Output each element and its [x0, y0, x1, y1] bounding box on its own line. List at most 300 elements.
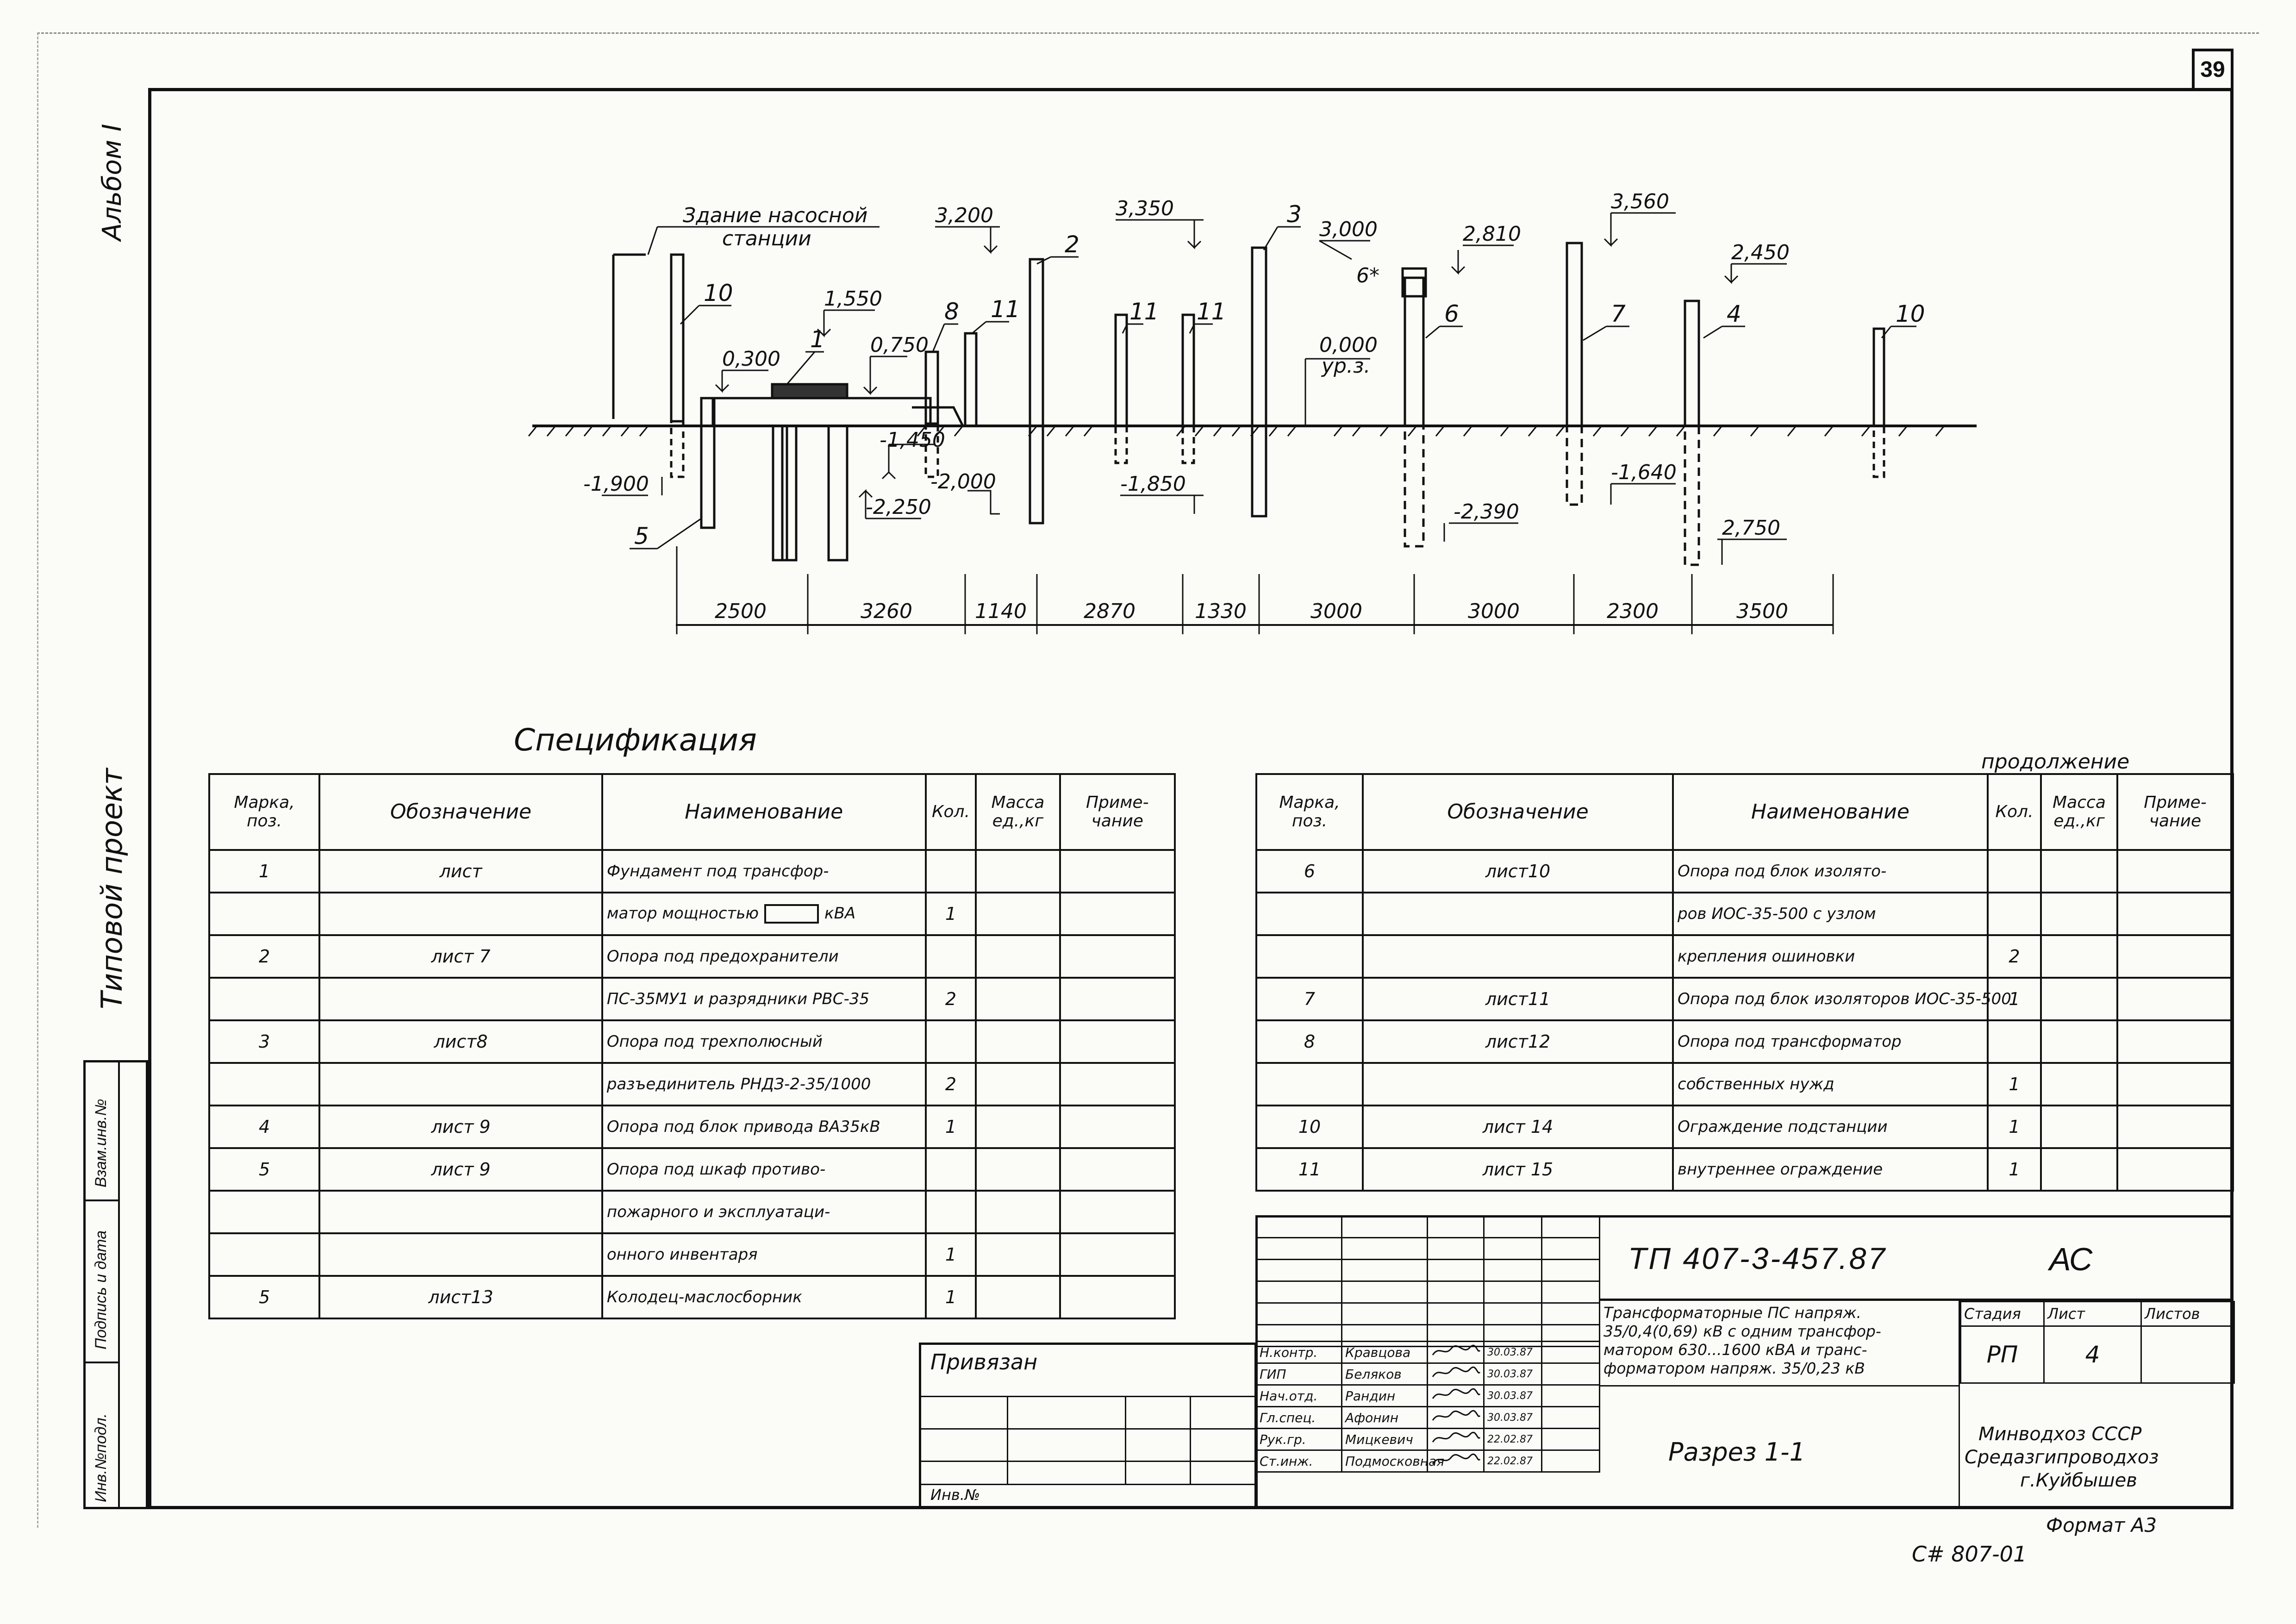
spec-left-qty: 1 — [926, 893, 976, 935]
staff-extra — [1542, 1363, 1600, 1385]
organisation-cell — [1960, 1387, 2234, 1509]
spec-left-qty: 2 — [926, 1063, 976, 1106]
staff-extra — [1542, 1342, 1600, 1363]
staff-role: Н.контр. — [1256, 1342, 1342, 1363]
spec-right-name — [1673, 1063, 1988, 1106]
spec-left-code: лист 9 — [319, 1148, 602, 1191]
inv-original-label: Инв.№подл. — [92, 1413, 110, 1502]
marker-6-star: 6* — [1356, 264, 1379, 287]
revision-row — [1256, 1238, 1600, 1260]
callout-8: 8 — [944, 298, 959, 325]
spec-left-pos — [209, 1191, 319, 1233]
header-note: Приме- чание — [1060, 774, 1175, 850]
spec-left-name — [602, 1106, 926, 1148]
spec-right-name-text: собственных нужд — [1678, 1075, 1834, 1093]
spec-header-row — [209, 774, 1175, 850]
span-2300: 2300 — [1607, 600, 1659, 623]
spec-right-qty — [1988, 1020, 2041, 1063]
sheets-label: Листов — [2141, 1302, 2234, 1326]
staff-row — [1256, 1429, 1600, 1450]
header-code-right: Обозначение — [1363, 774, 1673, 850]
spec-left-row — [209, 1063, 1175, 1106]
spec-right-pos: 8 — [1256, 1020, 1363, 1063]
spec-left-mass — [976, 850, 1060, 893]
spec-left-pos — [209, 978, 319, 1020]
spec-left-mass — [976, 978, 1060, 1020]
staff-name: Рандин — [1342, 1385, 1428, 1407]
header-name: Наименование — [602, 774, 926, 850]
staff-signature — [1428, 1407, 1484, 1429]
spec-left-code — [319, 1063, 602, 1106]
album-label: Альбом I — [97, 124, 127, 241]
staff-date: 30.03.87 — [1484, 1407, 1542, 1429]
spec-right-name-text: Опора под трансформатор — [1678, 1032, 1902, 1051]
spec-left-note — [1060, 1063, 1175, 1106]
revision-cell — [1428, 1216, 1484, 1238]
span-3000-b: 3000 — [1468, 600, 1520, 623]
span-3000-a: 3000 — [1310, 600, 1362, 623]
stage-label: Стадия — [1961, 1302, 2044, 1326]
revision-cell — [1342, 1238, 1428, 1260]
spec-right-name-text: Ограждение подстанции — [1678, 1118, 1888, 1136]
staff-signature — [1428, 1429, 1484, 1450]
callout-10-left: 10 — [704, 280, 733, 306]
spec-left-qty: 1 — [926, 1106, 976, 1148]
staff-row — [1256, 1407, 1600, 1429]
spec-right-mass — [2041, 1063, 2117, 1106]
revision-cell — [1428, 1281, 1484, 1303]
org-line-3: г.Куйбышев — [2020, 1470, 2137, 1491]
spec-right-mass — [2041, 893, 2117, 935]
callout-10-right: 10 — [1896, 300, 1925, 327]
spec-right-code — [1363, 935, 1673, 978]
staff-role: ГИП — [1256, 1363, 1342, 1385]
spec-left-note — [1060, 1276, 1175, 1318]
elev-3560: 3,560 — [1611, 190, 1669, 213]
spec-right-pos: 11 — [1256, 1148, 1363, 1191]
spec-right-pos — [1256, 935, 1363, 978]
staff-signature — [1428, 1342, 1484, 1363]
spec-left-note — [1060, 935, 1175, 978]
spec-left-note — [1060, 893, 1175, 935]
spec-right-name — [1673, 935, 1988, 978]
elev-neg1450: -1,450 — [880, 428, 945, 452]
revision-cell — [1342, 1260, 1428, 1281]
spec-right-name — [1673, 978, 2011, 1020]
inv-label: Инв.№ — [930, 1486, 980, 1504]
spec-right-note — [2117, 893, 2233, 935]
building-label-1: Здание насосной — [683, 204, 868, 227]
section-drawing — [0, 0, 2296, 671]
spec-right-qty: 2 — [1988, 935, 2041, 978]
spec-left-name-text: ПС-35МУ1 и разрядники РВС-35 — [606, 990, 870, 1008]
revision-cell — [1484, 1260, 1542, 1281]
staff-role: Гл.спец. — [1256, 1407, 1342, 1429]
spec-left-qty — [926, 1148, 976, 1191]
staff-role: Рук.гр. — [1256, 1429, 1342, 1450]
spec-right-name — [1673, 1020, 1988, 1063]
level-zero-sub: ур.з. — [1322, 354, 1371, 378]
spec-right-note — [2117, 850, 2233, 893]
elev-neg2250: -2,250 — [866, 495, 931, 519]
spec-left-name-text: Опора под предохранители — [606, 947, 839, 966]
callout-3: 3 — [1287, 201, 1302, 228]
sheet-value: 4 — [2044, 1326, 2141, 1383]
revision-cell — [1428, 1238, 1484, 1260]
spec-right-pos: 10 — [1256, 1106, 1363, 1148]
span-3500: 3500 — [1736, 600, 1788, 623]
spec-left-code: лист8 — [319, 1020, 602, 1063]
spec-left-mass — [976, 1106, 1060, 1148]
spec-header-row-right — [1256, 774, 2233, 850]
designation-cell — [1599, 1215, 2234, 1301]
spec-right-note — [2117, 1063, 2233, 1106]
header-note-right: Приме- чание — [2117, 774, 2233, 850]
sheet-title-cell — [1599, 1387, 1960, 1509]
spec-right-code: лист 14 — [1363, 1106, 1673, 1148]
spec-right-row — [1256, 935, 2233, 978]
spec-right-qty — [1988, 850, 2041, 893]
revision-row — [1256, 1303, 1600, 1325]
revision-row — [1256, 1260, 1600, 1281]
spec-left-mass — [976, 1148, 1060, 1191]
spec-left-qty — [926, 935, 976, 978]
spec-left-row — [209, 1106, 1175, 1148]
staff-signature — [1428, 1363, 1484, 1385]
elev-neg1640: -1,640 — [1611, 461, 1677, 484]
replace-inv-label: Взам.инв.№ — [92, 1099, 110, 1187]
spec-left-mass — [976, 1063, 1060, 1106]
span-1330: 1330 — [1195, 600, 1247, 623]
staff-extra — [1542, 1429, 1600, 1450]
spec-right-note — [2117, 1020, 2233, 1063]
spec-left-name-text: Колодец-маслосборник — [606, 1288, 802, 1306]
revision-cell — [1256, 1260, 1342, 1281]
revision-grid — [1255, 1215, 1600, 1347]
stage-value: РП — [1961, 1326, 2044, 1383]
sheets-value — [2141, 1326, 2234, 1383]
spec-left-pos: 4 — [209, 1106, 319, 1148]
spec-right-mass — [2041, 978, 2117, 1020]
spec-right-name-text: Опора под блок изолято- — [1678, 862, 1887, 881]
elev-2450: 2,450 — [1731, 241, 1790, 264]
spec-right-name — [1673, 850, 1988, 893]
spec-left-qty — [926, 1191, 976, 1233]
staff-row — [1256, 1363, 1600, 1385]
spec-right-row — [1256, 893, 2233, 935]
spec-left-note — [1060, 1020, 1175, 1063]
staff-signature — [1428, 1450, 1484, 1472]
spec-left-qty: 2 — [926, 978, 976, 1020]
signature-scribble-icon — [1431, 1452, 1482, 1468]
spec-left-pos: 5 — [209, 1148, 319, 1191]
header-code: Обозначение — [319, 774, 602, 850]
spec-right-code: лист12 — [1363, 1020, 1673, 1063]
spec-right-name — [1673, 893, 1988, 935]
spec-right-row — [1256, 1020, 2233, 1063]
spec-right-name-text: крепления ошиновки — [1678, 947, 1855, 966]
signature-scribble-icon — [1431, 1387, 1482, 1402]
span-2500: 2500 — [715, 600, 767, 623]
spec-left-code: лист — [319, 850, 602, 893]
revision-cell — [1256, 1281, 1342, 1303]
spec-left-mass — [976, 1191, 1060, 1233]
elev-2750: 2,750 — [1722, 516, 1780, 540]
header-qty-right: Кол. — [1988, 774, 2041, 850]
spec-right-note — [2117, 935, 2233, 978]
spec-left-mass — [976, 893, 1060, 935]
staff-extra — [1542, 1407, 1600, 1429]
header-mass-right: Масса ед.,кг — [2041, 774, 2117, 850]
spec-left-code: лист 7 — [319, 935, 602, 978]
sheet-title: Разрез 1-1 — [1668, 1437, 1805, 1467]
signature-scribble-icon — [1431, 1365, 1482, 1380]
span-3260: 3260 — [861, 600, 912, 623]
header-name-right: Наименование — [1673, 774, 1988, 850]
elev-3000: 3,000 — [1319, 218, 1378, 241]
building-label-2: станции — [722, 227, 811, 250]
tied-box — [919, 1343, 1257, 1509]
spec-left-qty — [926, 1020, 976, 1063]
spec-right-note — [2117, 978, 2233, 1020]
callout-11-a: 11 — [991, 296, 1020, 323]
staff-name: Подмосковная — [1342, 1450, 1428, 1472]
spec-left-note — [1060, 1148, 1175, 1191]
spec-left-name-text: разъединитель РНДЗ-2-35/1000 — [606, 1075, 871, 1093]
staff-role: Ст.инж. — [1256, 1450, 1342, 1472]
spec-left-pos: 5 — [209, 1276, 319, 1318]
spec-left-pos — [209, 1233, 319, 1276]
revision-row — [1256, 1216, 1600, 1238]
staff-row — [1256, 1450, 1600, 1472]
spec-left-name-text: матор мощностью — [606, 904, 759, 923]
header-mark-right: Марка, поз. — [1256, 774, 1363, 850]
spec-right-name-text: ров ИОС-35-500 с узлом — [1678, 905, 1876, 923]
org-line-1: Минводхоз СССР — [1978, 1424, 2142, 1445]
spec-left-name — [602, 935, 926, 978]
spec-left-mass — [976, 1020, 1060, 1063]
spec-left-name — [602, 893, 926, 935]
staff-date: 30.03.87 — [1484, 1342, 1542, 1363]
elev-3200: 3,200 — [935, 204, 993, 227]
staff-date: 30.03.87 — [1484, 1385, 1542, 1407]
spec-left-name-text: Опора под шкаф противо- — [606, 1160, 826, 1179]
description-line-4: форматором напряж. 35/0,23 кВ — [1603, 1359, 1865, 1377]
spec-left-code: лист13 — [319, 1276, 602, 1318]
spec-left-row — [209, 1148, 1175, 1191]
spec-left-code — [319, 1191, 602, 1233]
staff-name: Афонин — [1342, 1407, 1428, 1429]
spec-table-right — [1255, 773, 2234, 1192]
spec-left-note — [1060, 1191, 1175, 1233]
spec-right-qty: 1 — [1988, 978, 2041, 1020]
revision-cell — [1542, 1260, 1600, 1281]
spec-left-code: лист 9 — [319, 1106, 602, 1148]
header-mass: Масса ед.,кг — [976, 774, 1060, 850]
spec-right-pos: 7 — [1256, 978, 1363, 1020]
spec-right-mass — [2041, 1020, 2117, 1063]
description-line-3: матором 630...1600 кВА и транс- — [1603, 1341, 1867, 1359]
spec-left-row — [209, 850, 1175, 893]
revision-row — [1256, 1281, 1600, 1303]
staff-date: 22.02.87 — [1484, 1429, 1542, 1450]
spec-left-name — [602, 978, 926, 1020]
revision-cell — [1342, 1303, 1428, 1325]
section-code: АС — [2049, 1241, 2093, 1277]
spec-right-pos — [1256, 1063, 1363, 1106]
callout-4: 4 — [1727, 300, 1741, 327]
spec-right-qty — [1988, 893, 2041, 935]
elev-1550: 1,550 — [824, 287, 882, 311]
revision-cell — [1542, 1303, 1600, 1325]
elev-neg2000: -2,000 — [930, 470, 996, 493]
spec-left-name — [602, 1276, 926, 1318]
spec-left-note — [1060, 1106, 1175, 1148]
elev-3350: 3,350 — [1116, 197, 1174, 220]
spec-left-row — [209, 1191, 1175, 1233]
span-2870: 2870 — [1084, 600, 1136, 623]
signature-scribble-icon — [1431, 1343, 1482, 1359]
staff-row — [1256, 1385, 1600, 1407]
spec-left-name — [602, 1020, 926, 1063]
spec-left-row — [209, 935, 1175, 978]
staff-name: Кравцова — [1342, 1342, 1428, 1363]
spec-left-row — [209, 1276, 1175, 1318]
spec-left-qty: 1 — [926, 1276, 976, 1318]
staff-extra — [1542, 1450, 1600, 1472]
spec-right-row — [1256, 978, 2233, 1020]
staff-role: Нач.отд. — [1256, 1385, 1342, 1407]
spec-right-pos: 6 — [1256, 850, 1363, 893]
description-cell — [1599, 1301, 1960, 1387]
staff-signature — [1428, 1385, 1484, 1407]
spec-table-left — [208, 773, 1176, 1319]
staff-date: 30.03.87 — [1484, 1363, 1542, 1385]
revision-cell — [1484, 1216, 1542, 1238]
elev-0300: 0,300 — [722, 347, 780, 371]
staff-table — [1255, 1341, 1600, 1473]
revision-cell — [1428, 1303, 1484, 1325]
revision-cell — [1484, 1238, 1542, 1260]
spec-left-pos: 3 — [209, 1020, 319, 1063]
spec-right-row — [1256, 850, 2233, 893]
spec-right-name — [1673, 1106, 1988, 1148]
header-qty: Кол. — [926, 774, 976, 850]
spec-right-code — [1363, 1063, 1673, 1106]
spec-left-qty: 1 — [926, 1233, 976, 1276]
spec-right-qty: 1 — [1988, 1148, 2041, 1191]
signature-scribble-icon — [1431, 1408, 1482, 1424]
header-mark: Марка, поз. — [209, 774, 319, 850]
sheet-label: Лист — [2044, 1302, 2141, 1326]
spec-right-qty: 1 — [1988, 1063, 2041, 1106]
staff-extra — [1542, 1385, 1600, 1407]
revision-cell — [1542, 1238, 1600, 1260]
spec-left-code — [319, 1233, 602, 1276]
spec-left-row — [209, 1233, 1175, 1276]
signature-date-label: Подпись и дата — [92, 1230, 110, 1349]
org-line-2: Средазгипроводхоз — [1965, 1447, 2159, 1468]
spec-left-name-text: онного инвентаря — [606, 1245, 758, 1264]
elev-2810: 2,810 — [1463, 222, 1521, 246]
project-label: Типовой проект — [95, 768, 129, 1009]
callout-6: 6 — [1444, 300, 1459, 327]
spec-left-code — [319, 893, 602, 935]
spec-right-name-text: внутреннее ограждение — [1678, 1160, 1883, 1179]
spec-left-qty — [926, 850, 976, 893]
spec-right-code: лист 15 — [1363, 1148, 1673, 1191]
description-line-1: Трансформаторные ПС напряж. — [1603, 1304, 1862, 1322]
archive-code: С# 807-01 — [1912, 1542, 2027, 1567]
revision-cell — [1256, 1216, 1342, 1238]
spec-right-mass — [2041, 850, 2117, 893]
spec-left-name-text: Опора под трехполюсный — [606, 1032, 823, 1051]
spec-left-mass — [976, 1276, 1060, 1318]
spec-left-note — [1060, 850, 1175, 893]
blank-power-box — [764, 904, 819, 924]
spec-right-note — [2117, 1148, 2233, 1191]
spec-title: Спецификация — [514, 722, 757, 758]
spec-left-pos: 1 — [209, 850, 319, 893]
spec-right-row — [1256, 1148, 2233, 1191]
spec-right-note — [2117, 1106, 2233, 1148]
spec-left-note — [1060, 1233, 1175, 1276]
revision-cell — [1484, 1303, 1542, 1325]
callout-11-c: 11 — [1197, 298, 1226, 325]
spec-right-mass — [2041, 1148, 2117, 1191]
span-1140: 1140 — [975, 600, 1027, 623]
spec-left-row — [209, 893, 1175, 935]
revision-cell — [1256, 1303, 1342, 1325]
revision-cell — [1428, 1260, 1484, 1281]
staff-name: Беляков — [1342, 1363, 1428, 1385]
spec-left-row — [209, 1020, 1175, 1063]
spec-left-name — [602, 1063, 926, 1106]
callout-11-b: 11 — [1129, 298, 1159, 325]
spec-right-mass — [2041, 1106, 2117, 1148]
elev-0750: 0,750 — [870, 333, 929, 357]
spec-left-name — [602, 1233, 926, 1276]
format-label: Формат А3 — [2046, 1514, 2157, 1537]
spec-right-pos — [1256, 893, 1363, 935]
callout-2: 2 — [1065, 231, 1079, 258]
elev-neg1850: -1,850 — [1120, 472, 1186, 496]
stage-table — [1960, 1301, 2235, 1384]
revision-cell — [1342, 1281, 1428, 1303]
revision-cell — [1542, 1281, 1600, 1303]
callout-1: 1 — [810, 326, 825, 353]
tied-label: Привязан — [930, 1349, 1038, 1374]
spec-left-mass — [976, 935, 1060, 978]
callout-5: 5 — [634, 523, 649, 550]
spec-right-code: лист11 — [1363, 978, 1673, 1020]
spec-right-qty: 1 — [1988, 1106, 2041, 1148]
spec-left-name — [602, 1191, 926, 1233]
spec-continuation: продолжение — [1981, 750, 2130, 774]
spec-left-name-text: Опора под блок привода ВА35кВ — [606, 1118, 880, 1136]
spec-left-note — [1060, 978, 1175, 1020]
spec-left-name-suffix: кВА — [824, 904, 856, 923]
elev-neg2390: -2,390 — [1454, 500, 1519, 524]
spec-right-row — [1256, 1106, 2233, 1148]
description-line-2: 35/0,4(0,69) кВ с одним трансфор- — [1603, 1322, 1881, 1340]
spec-left-mass — [976, 1233, 1060, 1276]
spec-right-row — [1256, 1063, 2233, 1106]
revision-cell — [1484, 1281, 1542, 1303]
staff-row — [1256, 1342, 1600, 1363]
approval-side-box — [83, 1060, 148, 1509]
sheet-number: 39 — [2192, 49, 2234, 88]
